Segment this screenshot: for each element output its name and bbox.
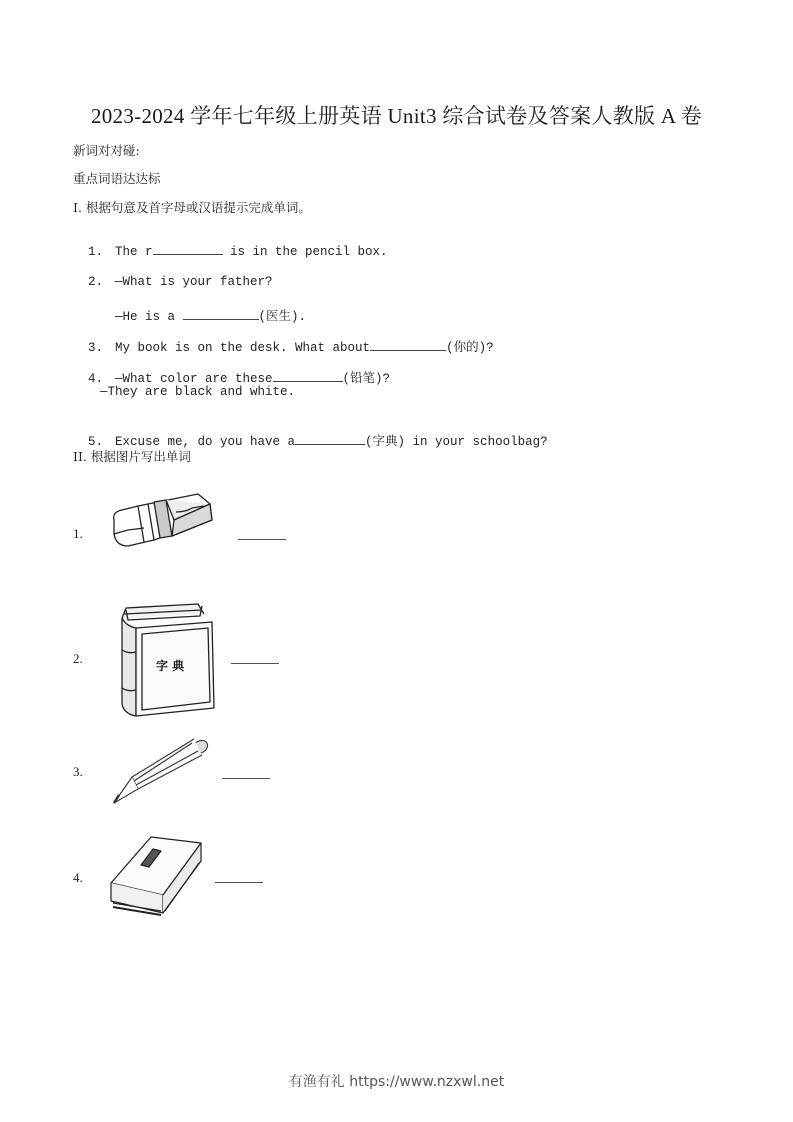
- answer-blank-2[interactable]: [183, 308, 259, 320]
- picture-number: 4.: [73, 870, 83, 885]
- answer-line-picture-4[interactable]: [215, 882, 263, 883]
- question-4: 4. —What color are these (铅笔)?: [88, 372, 391, 386]
- section2-title: II. 根据图片写出单词: [73, 449, 191, 464]
- heading-key-words: 重点词语达达标: [73, 171, 161, 186]
- answer-line-picture-2[interactable]: [231, 663, 279, 664]
- picture-number: 3.: [73, 764, 83, 779]
- book-icon: [105, 835, 205, 917]
- answer-blank-5[interactable]: [295, 433, 365, 445]
- question-2: 2. —What is your father?: [88, 275, 273, 289]
- question-number: 2.: [88, 275, 104, 289]
- question-2-answer-line: —He is a (医生).: [115, 310, 307, 324]
- pencil-icon: [110, 737, 212, 807]
- footer-watermark: 有渔有礼 https://www.nzxwl.net: [288, 1074, 505, 1090]
- answer-blank-4[interactable]: [273, 370, 343, 382]
- question-number: 1.: [88, 245, 104, 259]
- picture-number: 1.: [73, 526, 83, 541]
- answer-line-picture-1[interactable]: [238, 539, 286, 540]
- answer-blank-3[interactable]: [370, 339, 446, 351]
- page-title: 2023-2024 学年七年级上册英语 Unit3 综合试卷及答案人教版 A 卷: [90, 104, 703, 128]
- question-number: 5.: [88, 435, 104, 449]
- eraser-icon: [108, 490, 220, 552]
- question-number: 4.: [88, 372, 104, 386]
- question-1: 1. The r is in the pencil box.: [88, 245, 388, 259]
- picture-number: 2.: [73, 651, 83, 666]
- dictionary-icon: [118, 600, 218, 718]
- section1-title: I. 根据句意及首字母或汉语提示完成单词。: [73, 200, 311, 215]
- answer-line-picture-3[interactable]: [222, 778, 270, 779]
- svg-text:字 典: 字 典: [156, 659, 185, 673]
- question-number: 3.: [88, 341, 104, 355]
- question-5: 5. Excuse me, do you have a (字典) in your schoolbag?: [88, 435, 548, 449]
- answer-blank-1[interactable]: [153, 243, 223, 255]
- question-4-reply: —They are black and white.: [100, 385, 296, 399]
- heading-new-words: 新词对对碰:: [73, 143, 140, 158]
- question-3: 3. My book is on the desk. What about (你的)?: [88, 341, 494, 355]
